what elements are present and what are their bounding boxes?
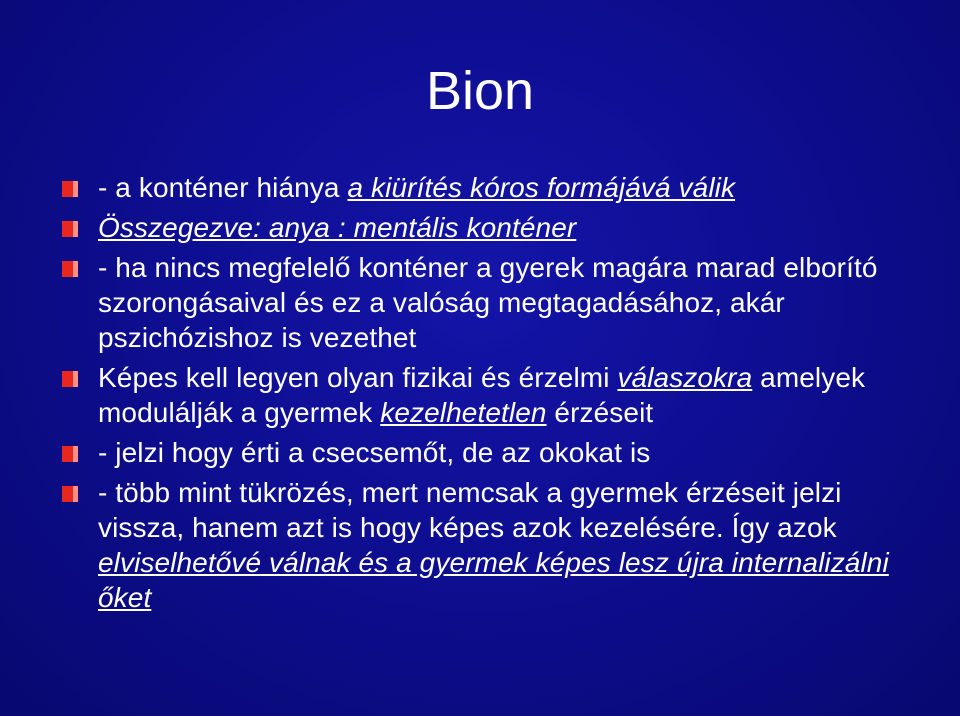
- square-bullet-icon: [62, 486, 78, 502]
- square-bullet-icon: [62, 261, 78, 277]
- bullet-emphasis: kezelhetetlen: [380, 397, 547, 428]
- bullet-text: - jelzi hogy érti a csecsemőt, de az okokat is: [98, 437, 651, 468]
- square-bullet-icon: [62, 446, 78, 462]
- bullet-text: - ha nincs megfelelő konténer a gyerek magára marad elborító szorongásaival és ez a valóság megtagadásához, akár pszichózishoz is vezethet: [98, 252, 878, 353]
- bullet-text: - több mint tükrözés, mert nemcsak a gyermek érzéseit jelzi vissza, hanem azt is hogy képes azok kezelésére. Így azok: [98, 477, 842, 543]
- slide-title: Bion: [425, 61, 535, 121]
- bullet-emphasis: elviselhetővé válnak és a gyermek képes lesz újra internalizálni őket: [98, 547, 889, 613]
- bullet-item-no-container: [62, 250, 922, 355]
- bullet-text: - a konténer hiánya: [98, 172, 348, 203]
- bullet-emphasis: a kiürítés kóros formájává válik: [347, 172, 736, 203]
- bullet-item-summary: [62, 210, 922, 245]
- bullet-text: amelyek modulálják a gyermek: [98, 362, 866, 428]
- bullet-item-mirroring: [62, 475, 922, 615]
- bullet-text: Képes kell legyen olyan fizikai és érzelmi: [98, 362, 618, 393]
- bullet-list: [62, 170, 922, 620]
- bullet-emphasis: Összegezve: anya : mentális konténer: [98, 212, 577, 243]
- bullet-item-responses: [62, 360, 922, 430]
- square-bullet-icon: [62, 181, 78, 197]
- bullet-item-signals: [62, 435, 922, 470]
- square-bullet-icon: [62, 371, 78, 387]
- square-bullet-icon: [62, 221, 78, 237]
- bullet-item-container-absent: [62, 170, 922, 205]
- bullet-text: érzéseit: [546, 397, 654, 428]
- bullet-emphasis: válaszokra: [617, 362, 753, 393]
